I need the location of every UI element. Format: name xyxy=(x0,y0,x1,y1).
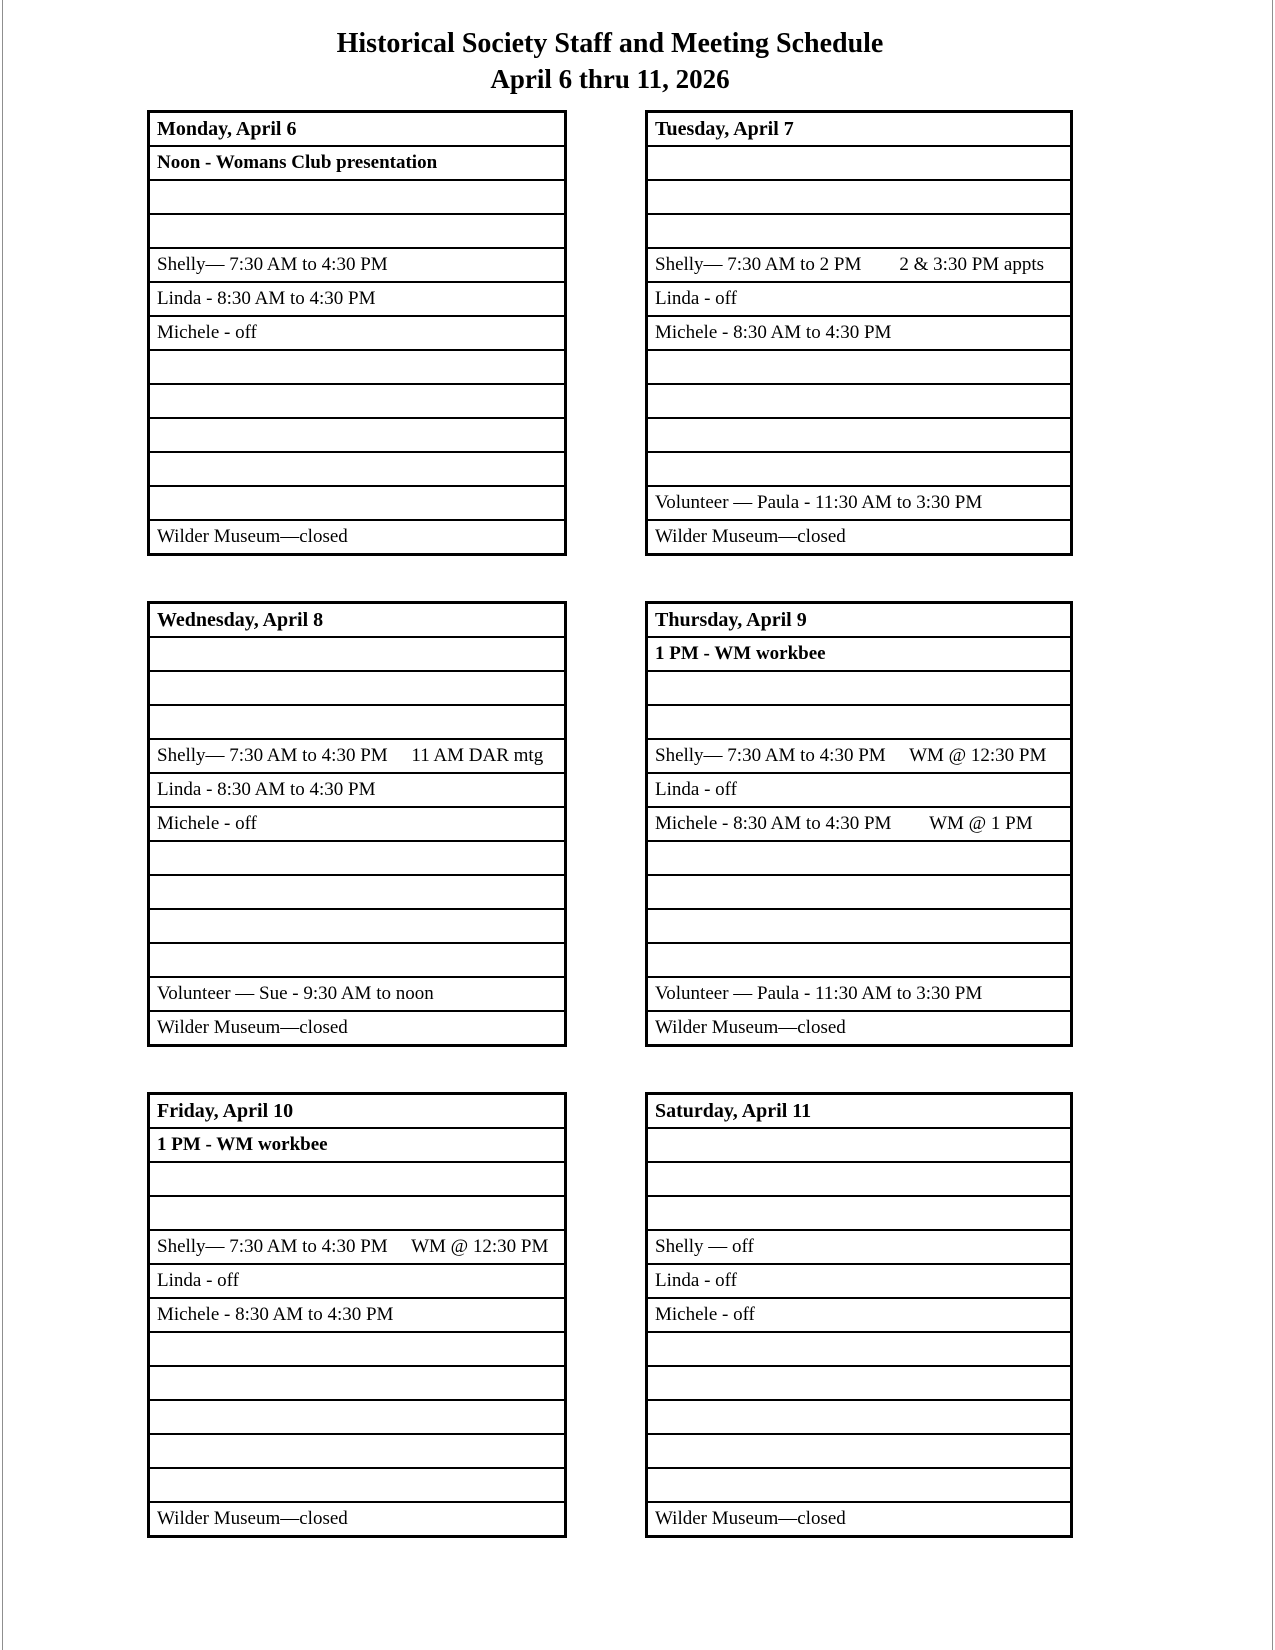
day-box-tuesday xyxy=(645,110,1073,556)
empty-row xyxy=(648,1333,1070,1367)
schedule-row: Linda - off xyxy=(150,1265,564,1299)
empty-row xyxy=(648,215,1070,249)
empty-row xyxy=(648,453,1070,487)
schedule-row: Michele - off xyxy=(150,317,564,351)
day-box-thursday xyxy=(645,601,1073,1047)
schedule-row: Michele - off xyxy=(150,808,564,842)
day-box-monday xyxy=(147,110,567,556)
empty-row xyxy=(150,910,564,944)
schedule-row: Wilder Museum—closed xyxy=(655,1017,846,1038)
empty-row xyxy=(150,638,564,672)
schedule-row: Shelly— 7:30 AM to 4:30 PM WM @ 12:30 PM xyxy=(150,1231,564,1265)
empty-row xyxy=(150,706,564,740)
day-header-saturday: Saturday, April 11 xyxy=(648,1095,1070,1129)
empty-row xyxy=(648,147,1070,181)
schedule-row: Michele - 8:30 AM to 4:30 PM WM @ 1 PM xyxy=(648,808,1070,842)
empty-row xyxy=(150,181,564,215)
empty-row xyxy=(648,1401,1070,1435)
empty-row xyxy=(150,1435,564,1469)
empty-row xyxy=(150,1197,564,1231)
empty-row xyxy=(150,351,564,385)
schedule-grid xyxy=(147,110,1073,1538)
schedule-row: Shelly— 7:30 AM to 4:30 PM 11 AM DAR mtg xyxy=(150,740,564,774)
day-header-friday: Friday, April 10 xyxy=(150,1095,564,1129)
empty-row xyxy=(648,1197,1070,1231)
schedule-row: Linda - 8:30 AM to 4:30 PM xyxy=(150,283,564,317)
empty-row xyxy=(648,1469,1070,1503)
empty-row xyxy=(150,1367,564,1401)
empty-row xyxy=(150,1469,564,1503)
empty-row xyxy=(648,944,1070,978)
empty-row xyxy=(150,944,564,978)
empty-row xyxy=(150,672,564,706)
day-box-saturday xyxy=(645,1092,1073,1538)
schedule-row: Wilder Museum—closed xyxy=(157,1508,348,1529)
empty-row xyxy=(648,842,1070,876)
empty-row xyxy=(648,706,1070,740)
schedule-row: Volunteer — Paula - 11:30 AM to 3:30 PM xyxy=(648,487,1070,521)
schedule-document xyxy=(147,0,1073,1538)
schedule-row: Shelly — off xyxy=(648,1231,1070,1265)
empty-row xyxy=(150,1333,564,1367)
schedule-row: Michele - off xyxy=(648,1299,1070,1333)
schedule-row: Wilder Museum—closed xyxy=(157,526,348,547)
schedule-row: Shelly— 7:30 AM to 4:30 PM xyxy=(150,249,564,283)
empty-row xyxy=(648,910,1070,944)
empty-row xyxy=(150,419,564,453)
schedule-row: Linda - off xyxy=(648,1265,1070,1299)
empty-row xyxy=(150,215,564,249)
day-header-tuesday: Tuesday, April 7 xyxy=(648,113,1070,147)
empty-row xyxy=(648,1129,1070,1163)
schedule-row: Shelly— 7:30 AM to 2 PM 2 & 3:30 PM appts xyxy=(648,249,1070,283)
empty-row xyxy=(648,1367,1070,1401)
page-title: Historical Society Staff and Meeting Schedule xyxy=(336,28,884,59)
schedule-row: Linda - off xyxy=(648,774,1070,808)
day-header-monday: Monday, April 6 xyxy=(150,113,564,147)
empty-row xyxy=(648,1435,1070,1469)
day-header-thursday: Thursday, April 9 xyxy=(648,604,1070,638)
day-box-friday xyxy=(147,1092,567,1538)
empty-row xyxy=(648,181,1070,215)
empty-row xyxy=(150,385,564,419)
schedule-row: Noon - Womans Club presentation xyxy=(150,147,564,181)
schedule-row: Shelly— 7:30 AM to 4:30 PM WM @ 12:30 PM xyxy=(648,740,1070,774)
page-left-edge xyxy=(2,0,3,1650)
empty-row xyxy=(648,672,1070,706)
empty-row xyxy=(150,842,564,876)
schedule-row: Volunteer — Sue - 9:30 AM to noon xyxy=(150,978,564,1012)
empty-row xyxy=(150,876,564,910)
empty-row xyxy=(150,453,564,487)
empty-row xyxy=(648,876,1070,910)
schedule-row: Linda - 8:30 AM to 4:30 PM xyxy=(150,774,564,808)
schedule-row: 1 PM - WM workbee xyxy=(648,638,1070,672)
schedule-row: Michele - 8:30 AM to 4:30 PM xyxy=(648,317,1070,351)
schedule-row: Michele - 8:30 AM to 4:30 PM xyxy=(150,1299,564,1333)
schedule-row: Linda - off xyxy=(648,283,1070,317)
page-subtitle: April 6 thru 11, 2026 xyxy=(490,64,730,94)
empty-row xyxy=(648,385,1070,419)
schedule-row: Wilder Museum—closed xyxy=(655,526,846,547)
day-header-wednesday: Wednesday, April 8 xyxy=(150,604,564,638)
schedule-row: Volunteer — Paula - 11:30 AM to 3:30 PM xyxy=(648,978,1070,1012)
schedule-row: Wilder Museum—closed xyxy=(157,1017,348,1038)
empty-row xyxy=(150,1163,564,1197)
empty-row xyxy=(648,1163,1070,1197)
empty-row xyxy=(648,351,1070,385)
empty-row xyxy=(150,487,564,521)
day-box-wednesday xyxy=(147,601,567,1047)
schedule-row: 1 PM - WM workbee xyxy=(150,1129,564,1163)
schedule-row: Wilder Museum—closed xyxy=(655,1508,846,1529)
empty-row xyxy=(150,1401,564,1435)
page-right-edge xyxy=(1272,0,1273,1650)
empty-row xyxy=(648,419,1070,453)
